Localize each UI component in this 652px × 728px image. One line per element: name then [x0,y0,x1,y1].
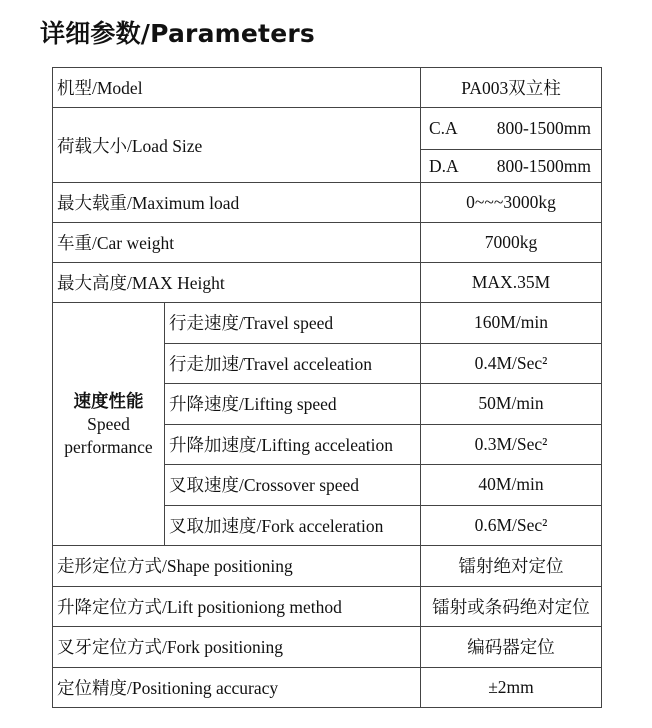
da-value: 800-1500mm [496,155,591,176]
table-row [53,586,602,627]
speed-group-label [53,303,165,546]
row-label: 叉牙定位方式/Fork positioning [53,627,421,668]
row-value: PA003双立柱 [421,68,602,108]
page-title: 详细参数/Parameters [40,19,315,48]
row-label: 行走速度/Travel speed [165,303,421,344]
row-value: 0.6M/Sec² [421,505,602,546]
row-label: 叉取速度/Crossover speed [165,465,421,506]
ca-value: 800-1500mm [496,118,591,138]
row-label: 升降定位方式/Lift positioniong method [53,586,421,627]
row-value [421,108,602,150]
row-label: 机型/Model [53,68,421,108]
ca-label: C.A [429,118,458,138]
row-value: 50M/min [421,384,602,425]
row-label: 叉取加速度/Fork acceleration [165,505,421,546]
table-row [53,627,602,668]
table-row [53,223,602,263]
row-value: 镭射绝对定位 [421,546,602,587]
row-value: 160M/min [421,303,602,344]
row-label: 荷载大小/Load Size [53,108,421,183]
table-row [53,546,602,587]
table-row [53,263,602,303]
row-label: 定位精度/Positioning accuracy [53,667,421,708]
table-row [53,183,602,223]
row-label: 最大高度/MAX Height [53,263,421,303]
row-label: 走形定位方式/Shape positioning [53,546,421,587]
row-label: 升降加速度/Lifting acceleation [165,424,421,465]
row-value: ±2mm [421,667,602,708]
row-value [421,150,602,183]
parameters-table [52,67,602,708]
table-row [53,667,602,708]
row-value: 0.4M/Sec² [421,343,602,384]
speed-group-en: Speed performance [64,413,153,457]
table-row [53,68,602,108]
row-value: MAX.35M [421,263,602,303]
row-label: 升降速度/Lifting speed [165,384,421,425]
row-value: 编码器定位 [421,627,602,668]
row-label: 最大载重/Maximum load [53,183,421,223]
table-row [53,108,602,150]
row-value: 0.3M/Sec² [421,424,602,465]
speed-group-cn: 速度性能 [73,390,144,411]
table-row [53,303,602,344]
row-value: 40M/min [421,465,602,506]
row-value: 7000kg [421,223,602,263]
da-label: D.A [429,155,459,176]
row-value: 镭射或条码绝对定位 [421,586,602,627]
row-label: 行走加速/Travel acceleation [165,343,421,384]
row-label: 车重/Car weight [53,223,421,263]
row-value: 0~~~3000kg [421,183,602,223]
